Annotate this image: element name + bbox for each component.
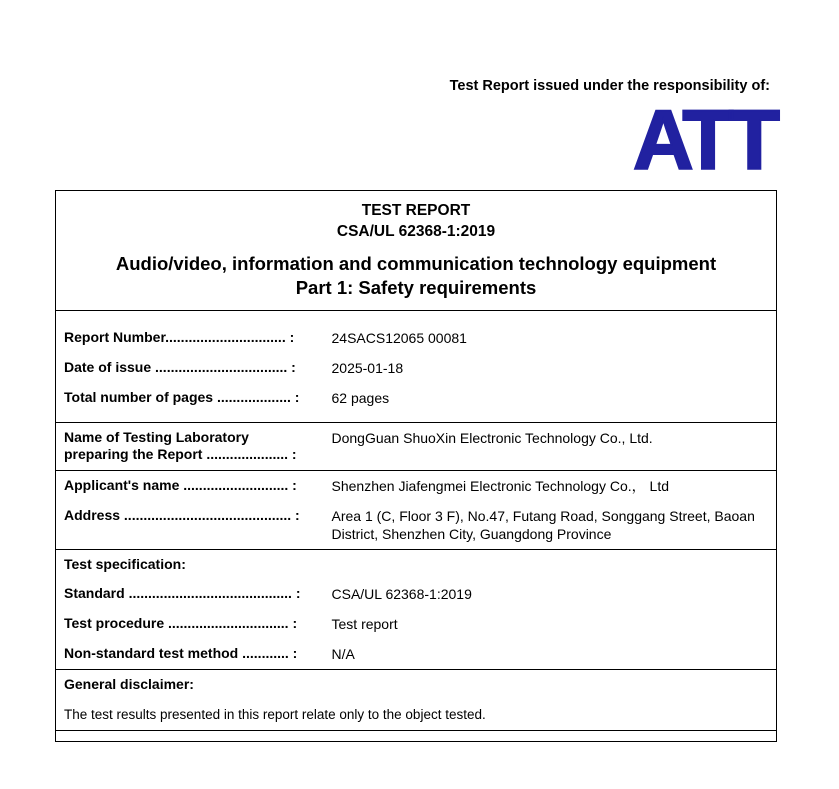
title-cell: [56, 191, 777, 311]
standard-value: CSA/UL 62368-1:2019: [331, 585, 472, 602]
row-test-specification-heading: [56, 550, 777, 579]
standard-label: Standard .......................................... :: [64, 584, 301, 601]
responsibility-line: Test Report issued under the responsibility of:: [449, 78, 770, 94]
row-non-standard-method: [56, 639, 777, 670]
total-pages-label: Total number of pages ................... :: [64, 389, 300, 406]
empty-footer-cell: [56, 731, 777, 742]
date-of-issue-label: Date of issue .................................. :: [64, 359, 296, 376]
applicant-name-label: Applicant's name ........................... :: [56, 470, 324, 501]
row-date-of-issue: [56, 353, 777, 383]
title-block: [56, 191, 777, 311]
row-empty-footer: [56, 731, 777, 742]
general-disclaimer-heading: General disclaimer:: [56, 670, 777, 699]
disclaimer-text: The test results presented in this report relate only to the object tested.: [64, 706, 486, 722]
test-procedure-label: Test procedure ............................... :: [64, 614, 298, 631]
row-report-number: [56, 310, 777, 353]
row-test-procedure: [56, 609, 777, 639]
row-standard: [56, 579, 777, 609]
non-standard-method-label: Non-standard test method ............ :: [64, 644, 298, 661]
report-subtitle-line2: Part 1: Safety requirements: [295, 276, 537, 298]
test-specification-heading: Test specification:: [56, 550, 777, 579]
report-title: TEST REPORT: [361, 202, 471, 219]
att-logo: ATT: [632, 93, 775, 187]
report-standard-code: CSA/UL 62368-1:2019: [336, 222, 496, 240]
non-standard-method-value: N/A: [331, 645, 355, 662]
row-total-pages: [56, 383, 777, 422]
row-address: [56, 501, 777, 550]
report-subtitle-line1: Audio/video, information and communication technology equipment: [115, 252, 717, 274]
row-general-disclaimer-heading: [56, 670, 777, 699]
testing-lab-value: DongGuan ShuoXin Electronic Technology Co., Ltd.: [324, 422, 777, 470]
test-procedure-value: Test report: [331, 615, 398, 632]
address-value: Area 1 (C, Floor 3 F), No.47, Futang Road, Songgang Street, Baoan District, Shenzhen City, Guangdong Province: [331, 507, 755, 542]
report-number-value: 24SACS12065 00081: [324, 310, 777, 353]
date-of-issue-value: 2025-01-18: [331, 360, 404, 377]
applicant-name-value: Shenzhen Jiafengmei Electronic Technology Co.， Ltd: [324, 470, 777, 501]
address-label: Address ........................................... :: [64, 506, 300, 523]
testing-lab-label: [56, 422, 324, 470]
total-pages-value: 62 pages: [331, 390, 390, 407]
row-testing-lab: [56, 422, 777, 470]
row-applicant-name: [56, 470, 777, 501]
testing-lab-label-line2: preparing the Report ..................... :: [64, 446, 297, 462]
report-number-label: Report Number............................... :: [56, 310, 324, 353]
testing-lab-label-line1: Name of Testing Laboratory: [64, 428, 249, 445]
row-disclaimer-text: [56, 699, 777, 731]
report-table: [55, 190, 777, 742]
